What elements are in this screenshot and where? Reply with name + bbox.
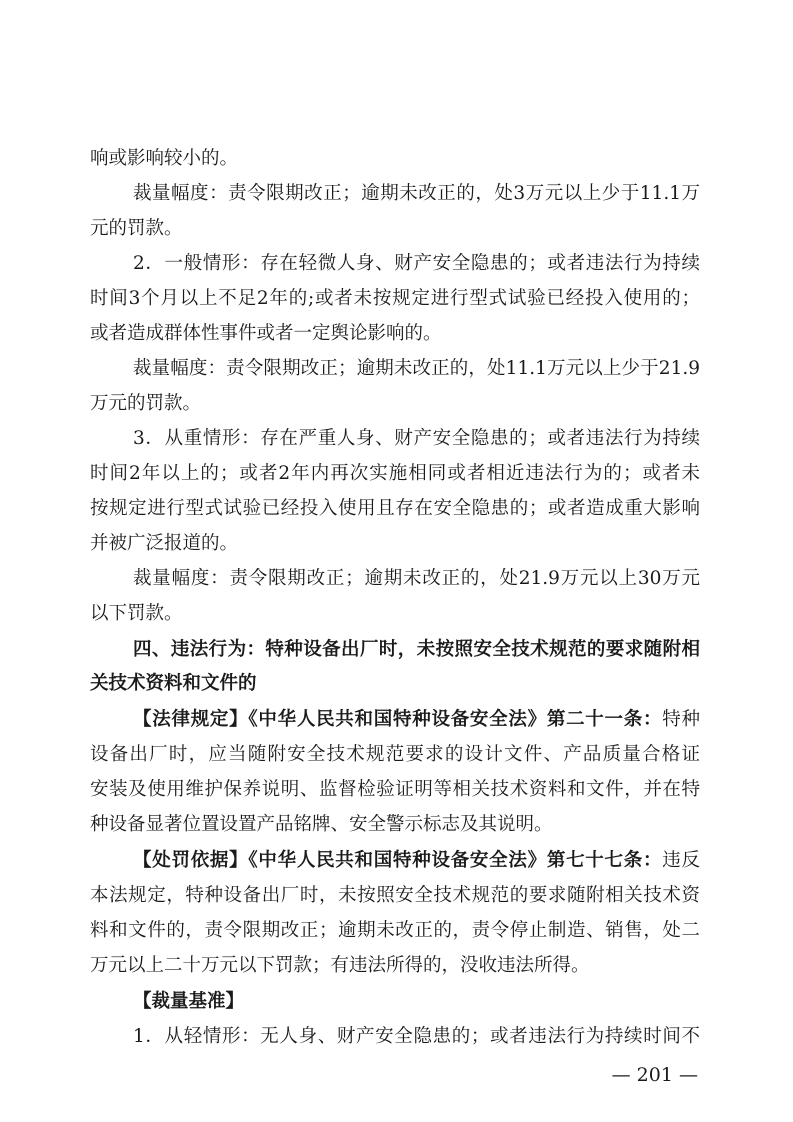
text-line — [90, 670, 700, 698]
text-line — [90, 741, 700, 769]
text-line — [90, 882, 700, 910]
bold-text: 【处罚依据】《中华人民共和国特种设备安全法》第七十七条： — [133, 850, 663, 871]
body-text: 2．一般情形：存在轻微人身、财产安全隐患的；或者违法行为持续 — [133, 253, 700, 274]
text-line — [90, 495, 700, 523]
text-line — [133, 847, 700, 875]
text-line — [133, 355, 700, 383]
body-text: 万元的罚款。 — [90, 393, 202, 414]
text-line — [90, 460, 700, 488]
text-line — [90, 952, 700, 980]
text-line — [90, 145, 700, 173]
text-line — [90, 776, 700, 804]
body-text: 裁量幅度：责令限期改正；逾期未改正的，处3万元以上少于11.1万 — [133, 183, 700, 204]
body-text: 3．从重情形：存在严重人身、财产安全隐患的；或者违法行为持续 — [133, 428, 700, 449]
body-text: 并被广泛报道的。 — [90, 533, 239, 554]
text-line — [133, 1023, 700, 1051]
body-text: 裁量幅度：责令限期改正；逾期未改正的，处11.1万元以上少于21.9 — [133, 358, 700, 379]
text-line — [90, 390, 700, 418]
text-line — [90, 285, 700, 313]
bold-text: 四、违法行为：特种设备出厂时，未按照安全技术规范的要求随附相 — [133, 639, 700, 660]
page-number: — 201 — — [611, 1064, 698, 1086]
body-text: 本法规定，特种设备出厂时，未按照安全技术规范的要求随附相关技术资 — [90, 885, 700, 906]
body-text: 元的罚款。 — [90, 218, 183, 239]
body-text: 设备出厂时，应当随附安全技术规范要求的设计文件、产品质量合格证 — [90, 744, 700, 765]
bold-text: 关技术资料和文件的 — [90, 673, 257, 694]
text-line — [90, 320, 700, 348]
bold-text: 【裁量基准】 — [133, 991, 245, 1012]
body-text: 时间2年以上的；或者2年内再次实施相同或者相近违法行为的；或者未 — [90, 463, 700, 484]
body-text: 或者造成群体性事件或者一定舆论影响的。 — [90, 323, 442, 344]
text-line — [133, 636, 700, 664]
body-text: 特种 — [662, 709, 700, 730]
text-line — [133, 706, 700, 734]
text-line — [90, 600, 700, 628]
body-text: 裁量幅度：责令限期改正；逾期未改正的，处21.9万元以上30万元 — [133, 568, 700, 589]
text-line — [133, 988, 700, 1016]
body-text: 时间3个月以上不足2年的;或者未按规定进行型式试验已经投入使用的； — [90, 288, 700, 309]
text-line — [133, 425, 700, 453]
body-text: 响或影响较小的。 — [90, 148, 239, 169]
bold-text: 【法律规定】《中华人民共和国特种设备安全法》第二十一条： — [133, 709, 663, 730]
body-text: 万元以上二十万元以下罚款；有违法所得的，没收违法所得。 — [90, 955, 590, 976]
text-line — [90, 811, 700, 839]
text-line — [90, 215, 700, 243]
body-text: 按规定进行型式试验已经投入使用且存在安全隐患的；或者造成重大影响 — [90, 498, 700, 519]
body-text: 种设备显著位置设置产品铭牌、安全警示标志及其说明。 — [90, 814, 553, 835]
body-text: 1．从轻情形：无人身、财产安全隐患的；或者违法行为持续时间不 — [133, 1026, 700, 1047]
text-line — [133, 180, 700, 208]
text-line — [133, 250, 700, 278]
body-text: 料和文件的，责令限期改正；逾期未改正的，责令停止制造、销售，处二 — [90, 920, 700, 941]
text-line — [90, 530, 700, 558]
text-line — [133, 565, 700, 593]
body-text: 违反 — [662, 850, 700, 871]
body-text: 安装及使用维护保养说明、监督检验证明等相关技术资料和文件，并在特 — [90, 779, 700, 800]
body-text: 以下罚款。 — [90, 603, 183, 624]
text-line — [90, 917, 700, 945]
